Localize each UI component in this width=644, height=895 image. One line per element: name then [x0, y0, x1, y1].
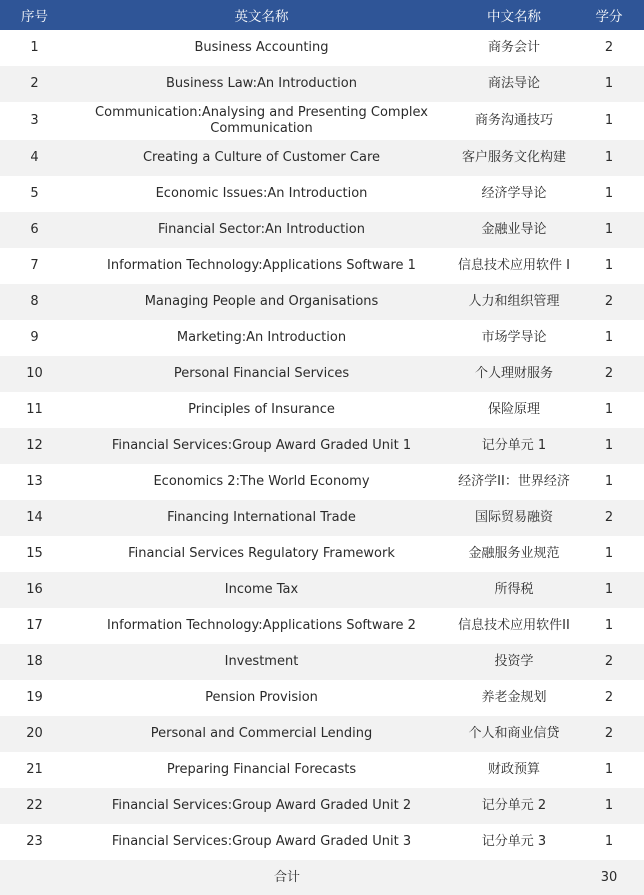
cell-chinese-name: 保险原理	[487, 402, 540, 417]
cell-credits: 1	[604, 113, 614, 128]
cell-no: 3	[30, 113, 39, 128]
table-header	[0, 0, 644, 30]
cell-english-name: Pension Provision	[205, 690, 318, 705]
cell-no: 12	[26, 438, 43, 453]
cell-english-name: Financing International Trade	[167, 510, 356, 525]
cell-credits: 1	[604, 186, 614, 201]
cell-credits: 1	[604, 438, 614, 453]
cell-english-name: Financial Services:Group Award Graded Unit 1	[111, 438, 412, 453]
table-row	[0, 30, 644, 66]
cell-no: 5	[30, 186, 39, 201]
table-row	[0, 680, 644, 716]
cell-chinese-name: 投资学	[494, 654, 534, 669]
table-row	[0, 66, 644, 102]
cell-english-name: Business Law:An Introduction	[166, 76, 357, 91]
table-row	[0, 102, 644, 140]
cell-chinese-name: 记分单元 3	[481, 834, 547, 849]
cell-english-name: Economics 2:The World Economy	[153, 474, 370, 489]
cell-chinese-name: 市场学导论	[481, 330, 547, 345]
header-credits: 学分	[595, 9, 623, 25]
header-english-name: 英文名称	[234, 9, 289, 25]
cell-credits: 1	[604, 76, 614, 91]
table-row	[0, 500, 644, 536]
table-row	[0, 428, 644, 464]
cell-english-name: Communication:Analysing and Presenting Complex Communication	[95, 105, 428, 136]
cell-credits: 1	[604, 762, 614, 777]
cell-no: 18	[26, 654, 43, 669]
cell-no: 2	[30, 76, 39, 91]
table-row	[0, 572, 644, 608]
table-row	[0, 752, 644, 788]
cell-credits: 2	[604, 690, 614, 705]
cell-chinese-name: 经济学导论	[481, 186, 547, 201]
cell-no: 7	[30, 258, 39, 273]
cell-chinese-name: 客户服务文化构建	[461, 150, 566, 165]
cell-no: 8	[30, 294, 39, 309]
table-row	[0, 212, 644, 248]
cell-no: 4	[30, 150, 39, 165]
table-row	[0, 392, 644, 428]
cell-no: 22	[26, 798, 43, 813]
cell-chinese-name: 养老金规划	[481, 690, 547, 705]
cell-no: 23	[26, 834, 43, 849]
cell-credits: 1	[604, 798, 614, 813]
header-no: 序号	[21, 9, 48, 25]
cell-english-name: Economic Issues:An Introduction	[155, 186, 368, 201]
total-credits: 30	[600, 869, 618, 885]
cell-no: 1	[30, 40, 39, 55]
cell-credits: 1	[604, 330, 614, 345]
cell-no: 16	[26, 582, 43, 597]
header-row	[0, 0, 644, 30]
cell-chinese-name: 财政预算	[487, 762, 540, 777]
cell-chinese-name: 商务沟通技巧	[474, 113, 553, 128]
cell-chinese-name: 金融业导论	[481, 222, 547, 237]
table-row	[0, 176, 644, 212]
cell-chinese-name: 记分单元 1	[481, 438, 547, 453]
cell-no: 6	[30, 222, 39, 237]
cell-credits: 1	[604, 402, 614, 417]
cell-chinese-name: 信息技术应用软件II	[458, 618, 570, 633]
cell-credits: 2	[604, 366, 614, 381]
cell-credits: 2	[604, 510, 614, 525]
cell-no: 15	[26, 546, 43, 561]
cell-credits: 1	[604, 222, 614, 237]
table-row	[0, 608, 644, 644]
cell-english-name: Financial Services:Group Award Graded Unit 2	[111, 798, 412, 813]
cell-chinese-name: 商法导论	[487, 76, 540, 91]
table-row	[0, 788, 644, 824]
table-body	[0, 30, 644, 860]
cell-english-name: Business Accounting	[194, 40, 329, 55]
cell-english-name: Financial Services:Group Award Graded Unit 3	[111, 834, 412, 849]
cell-english-name: Income Tax	[224, 582, 299, 597]
cell-credits: 2	[604, 294, 614, 309]
table-row	[0, 320, 644, 356]
cell-english-name: Principles of Insurance	[188, 402, 335, 417]
cell-no: 14	[26, 510, 43, 525]
cell-chinese-name: 记分单元 2	[481, 798, 547, 813]
cell-english-name: Investment	[224, 654, 299, 669]
cell-credits: 1	[604, 834, 614, 849]
table-row	[0, 284, 644, 320]
table-row	[0, 716, 644, 752]
cell-no: 13	[26, 474, 43, 489]
table-row	[0, 140, 644, 176]
cell-no: 21	[26, 762, 43, 777]
table-row	[0, 356, 644, 392]
cell-english-name: Personal Financial Services	[173, 366, 350, 381]
table-row	[0, 464, 644, 500]
cell-english-name: Creating a Culture of Customer Care	[142, 150, 381, 165]
cell-chinese-name: 个人和商业信贷	[468, 726, 560, 741]
cell-chinese-name: 个人理财服务	[474, 366, 553, 381]
cell-credits: 1	[604, 474, 614, 489]
cell-chinese-name: 商务会计	[487, 40, 540, 55]
cell-credits: 1	[604, 582, 614, 597]
cell-chinese-name: 金融服务业规范	[468, 546, 560, 561]
cell-chinese-name: 人力和组织管理	[468, 294, 560, 309]
header-chinese-name: 中文名称	[487, 9, 541, 25]
table-row	[0, 248, 644, 284]
cell-english-name: Financial Sector:An Introduction	[158, 222, 365, 237]
cell-english-name: Personal and Commercial Lending	[150, 726, 373, 741]
cell-chinese-name: 信息技术应用软件 I	[458, 258, 570, 273]
cell-no: 20	[26, 726, 43, 741]
cell-credits: 2	[604, 40, 614, 55]
cell-credits: 1	[604, 258, 614, 273]
cell-english-name: Financial Services Regulatory Framework	[128, 546, 395, 561]
cell-no: 11	[26, 402, 43, 417]
total-label: 合计	[273, 869, 300, 885]
cell-credits: 1	[604, 150, 614, 165]
cell-chinese-name: 经济学II：世界经济	[458, 474, 570, 489]
total-row	[0, 860, 644, 895]
table-row	[0, 824, 644, 860]
cell-no: 19	[26, 690, 43, 705]
table-footer	[0, 860, 644, 895]
cell-english-name: Managing People and Organisations	[144, 294, 379, 309]
cell-credits: 2	[604, 726, 614, 741]
table-row	[0, 644, 644, 680]
cell-chinese-name: 国际贸易融资	[474, 510, 553, 525]
cell-no: 10	[26, 366, 43, 381]
cell-chinese-name: 所得税	[494, 582, 534, 597]
cell-english-name: Preparing Financial Forecasts	[166, 762, 357, 777]
cell-english-name: Information Technology:Applications Software 2	[107, 618, 416, 633]
cell-english-name: Marketing:An Introduction	[176, 330, 347, 345]
cell-no: 17	[26, 618, 43, 633]
cell-credits: 1	[604, 618, 614, 633]
cell-english-name: Information Technology:Applications Software 1	[107, 258, 416, 273]
table-row	[0, 536, 644, 572]
cell-credits: 1	[604, 546, 614, 561]
cell-credits: 2	[604, 654, 614, 669]
cell-no: 9	[30, 330, 39, 345]
